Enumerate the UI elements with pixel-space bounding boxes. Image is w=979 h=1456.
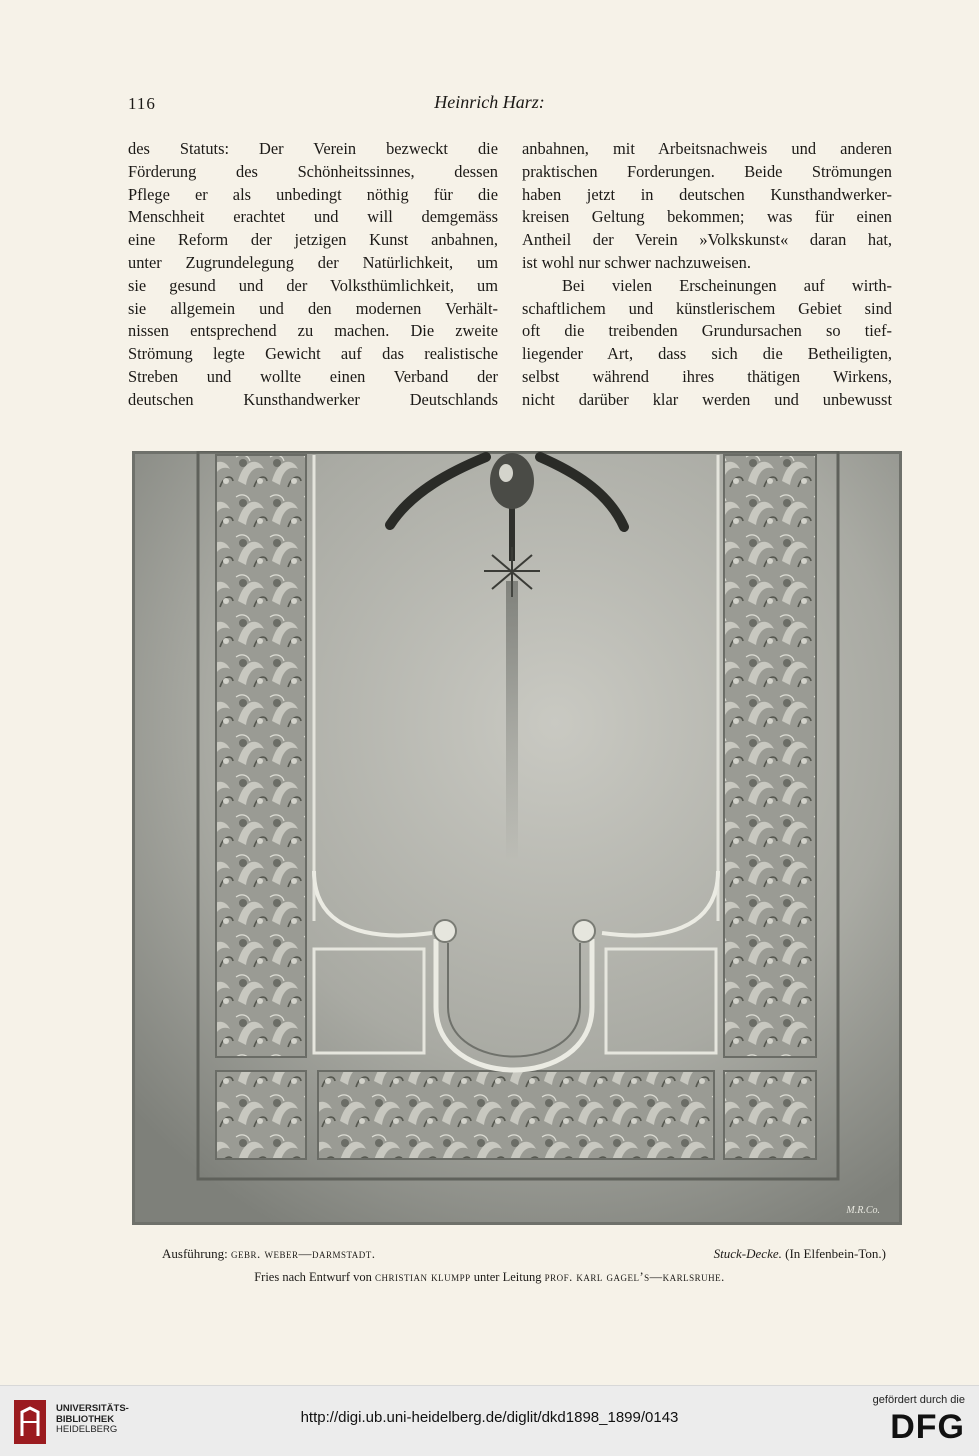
library-name-line: UNIVERSITÄTS-	[56, 1403, 129, 1414]
text-line: Streben und wollte einen Verband der	[128, 366, 498, 386]
library-name-line: HEIDELBERG	[56, 1424, 118, 1435]
text-line: oft die treibenden Grundursachen so tief-	[522, 321, 892, 341]
credit-part: Fries nach Entwurf von	[254, 1270, 372, 1284]
text-line: sie gesund und der Volksthümlichkeit, um	[128, 275, 498, 295]
caption-maker	[162, 1246, 376, 1262]
digitization-footer	[0, 1385, 979, 1456]
running-title: Heinrich Harz:	[434, 92, 545, 112]
credit-part: unter Leitung	[473, 1270, 542, 1284]
plate-signature: M.R.Co.	[846, 1205, 880, 1216]
credit-designer: christian klumpp	[375, 1270, 471, 1284]
text-line: schaftlichem und künstlerischem Gebiet sind	[522, 298, 892, 318]
plate-credit	[0, 1270, 979, 1285]
text-line: Förderung des Schönheitssinnes, dessen	[128, 161, 498, 181]
text-line: selbst während ihres thätigen Wirkens,	[522, 366, 892, 386]
ceiling-plate-image	[132, 451, 902, 1225]
text-line: haben jetzt in deutschen Kunsthandwerker-	[522, 184, 892, 204]
text-line: eine Reform der jetzigen Kunst anbahnen,	[128, 230, 498, 250]
text-line: nicht darüber klar werden und unbewusst	[522, 389, 892, 409]
caption-title-italic: Stuck-Decke.	[713, 1246, 782, 1261]
text-line: Strömung legte Gewicht auf das realistische	[128, 344, 498, 364]
page-number: 116	[128, 94, 156, 113]
text-line: deutschen Kunsthandwerker Deutschlands	[128, 389, 498, 409]
text-column-right	[522, 138, 892, 412]
dfg-logo: DFG	[890, 1408, 965, 1446]
text-line: unter Zugrundelegung der Natürlichkeit, um	[128, 252, 498, 272]
text-line: Bei vielen Erscheinungen auf wirth-	[562, 275, 892, 295]
funded-by-label: gefördert durch die	[872, 1394, 965, 1406]
caption-title	[714, 1246, 886, 1262]
text-line: Menschheit erachtet und will demgemäss	[128, 207, 498, 227]
text-line: des Statuts: Der Verein bezweckt die	[128, 139, 498, 158]
text-line: Antheil der Verein »Volkskunst« daran hat,	[522, 230, 892, 250]
text-line: ist wohl nur schwer nachzuweisen.	[522, 252, 751, 272]
text-column-left	[128, 138, 498, 412]
text-line: kreisen Geltung bekommen; was für einen	[522, 207, 892, 227]
caption-maker-name: gebr. weber—darmstadt.	[230, 1246, 376, 1261]
caption-title-note: (In Elfenbein-Ton.)	[785, 1246, 886, 1261]
permalink-url[interactable]: http://digi.ub.uni-heidelberg.de/diglit/dkd1898_1899/0143	[300, 1409, 679, 1426]
text-line: praktischen Forderungen. Beide Strömungen	[522, 161, 892, 181]
caption-maker-prefix: Ausführung:	[162, 1246, 228, 1261]
text-line: sie allgemein und den modernen Verhält-	[128, 298, 498, 318]
credit-director: prof. karl gagel’s—karlsruhe.	[544, 1270, 725, 1284]
library-name-line: BIBLIOTHEK	[56, 1413, 115, 1425]
text-line: anbahnen, mit Arbeitsnachweis und anderen	[522, 139, 892, 158]
text-line: liegender Art, dass sich die Betheiligten,	[522, 344, 892, 364]
text-line: nissen entsprechend zu machen. Die zweite	[128, 321, 498, 341]
text-line: Pflege er als unbedingt nöthig für die	[128, 184, 498, 204]
